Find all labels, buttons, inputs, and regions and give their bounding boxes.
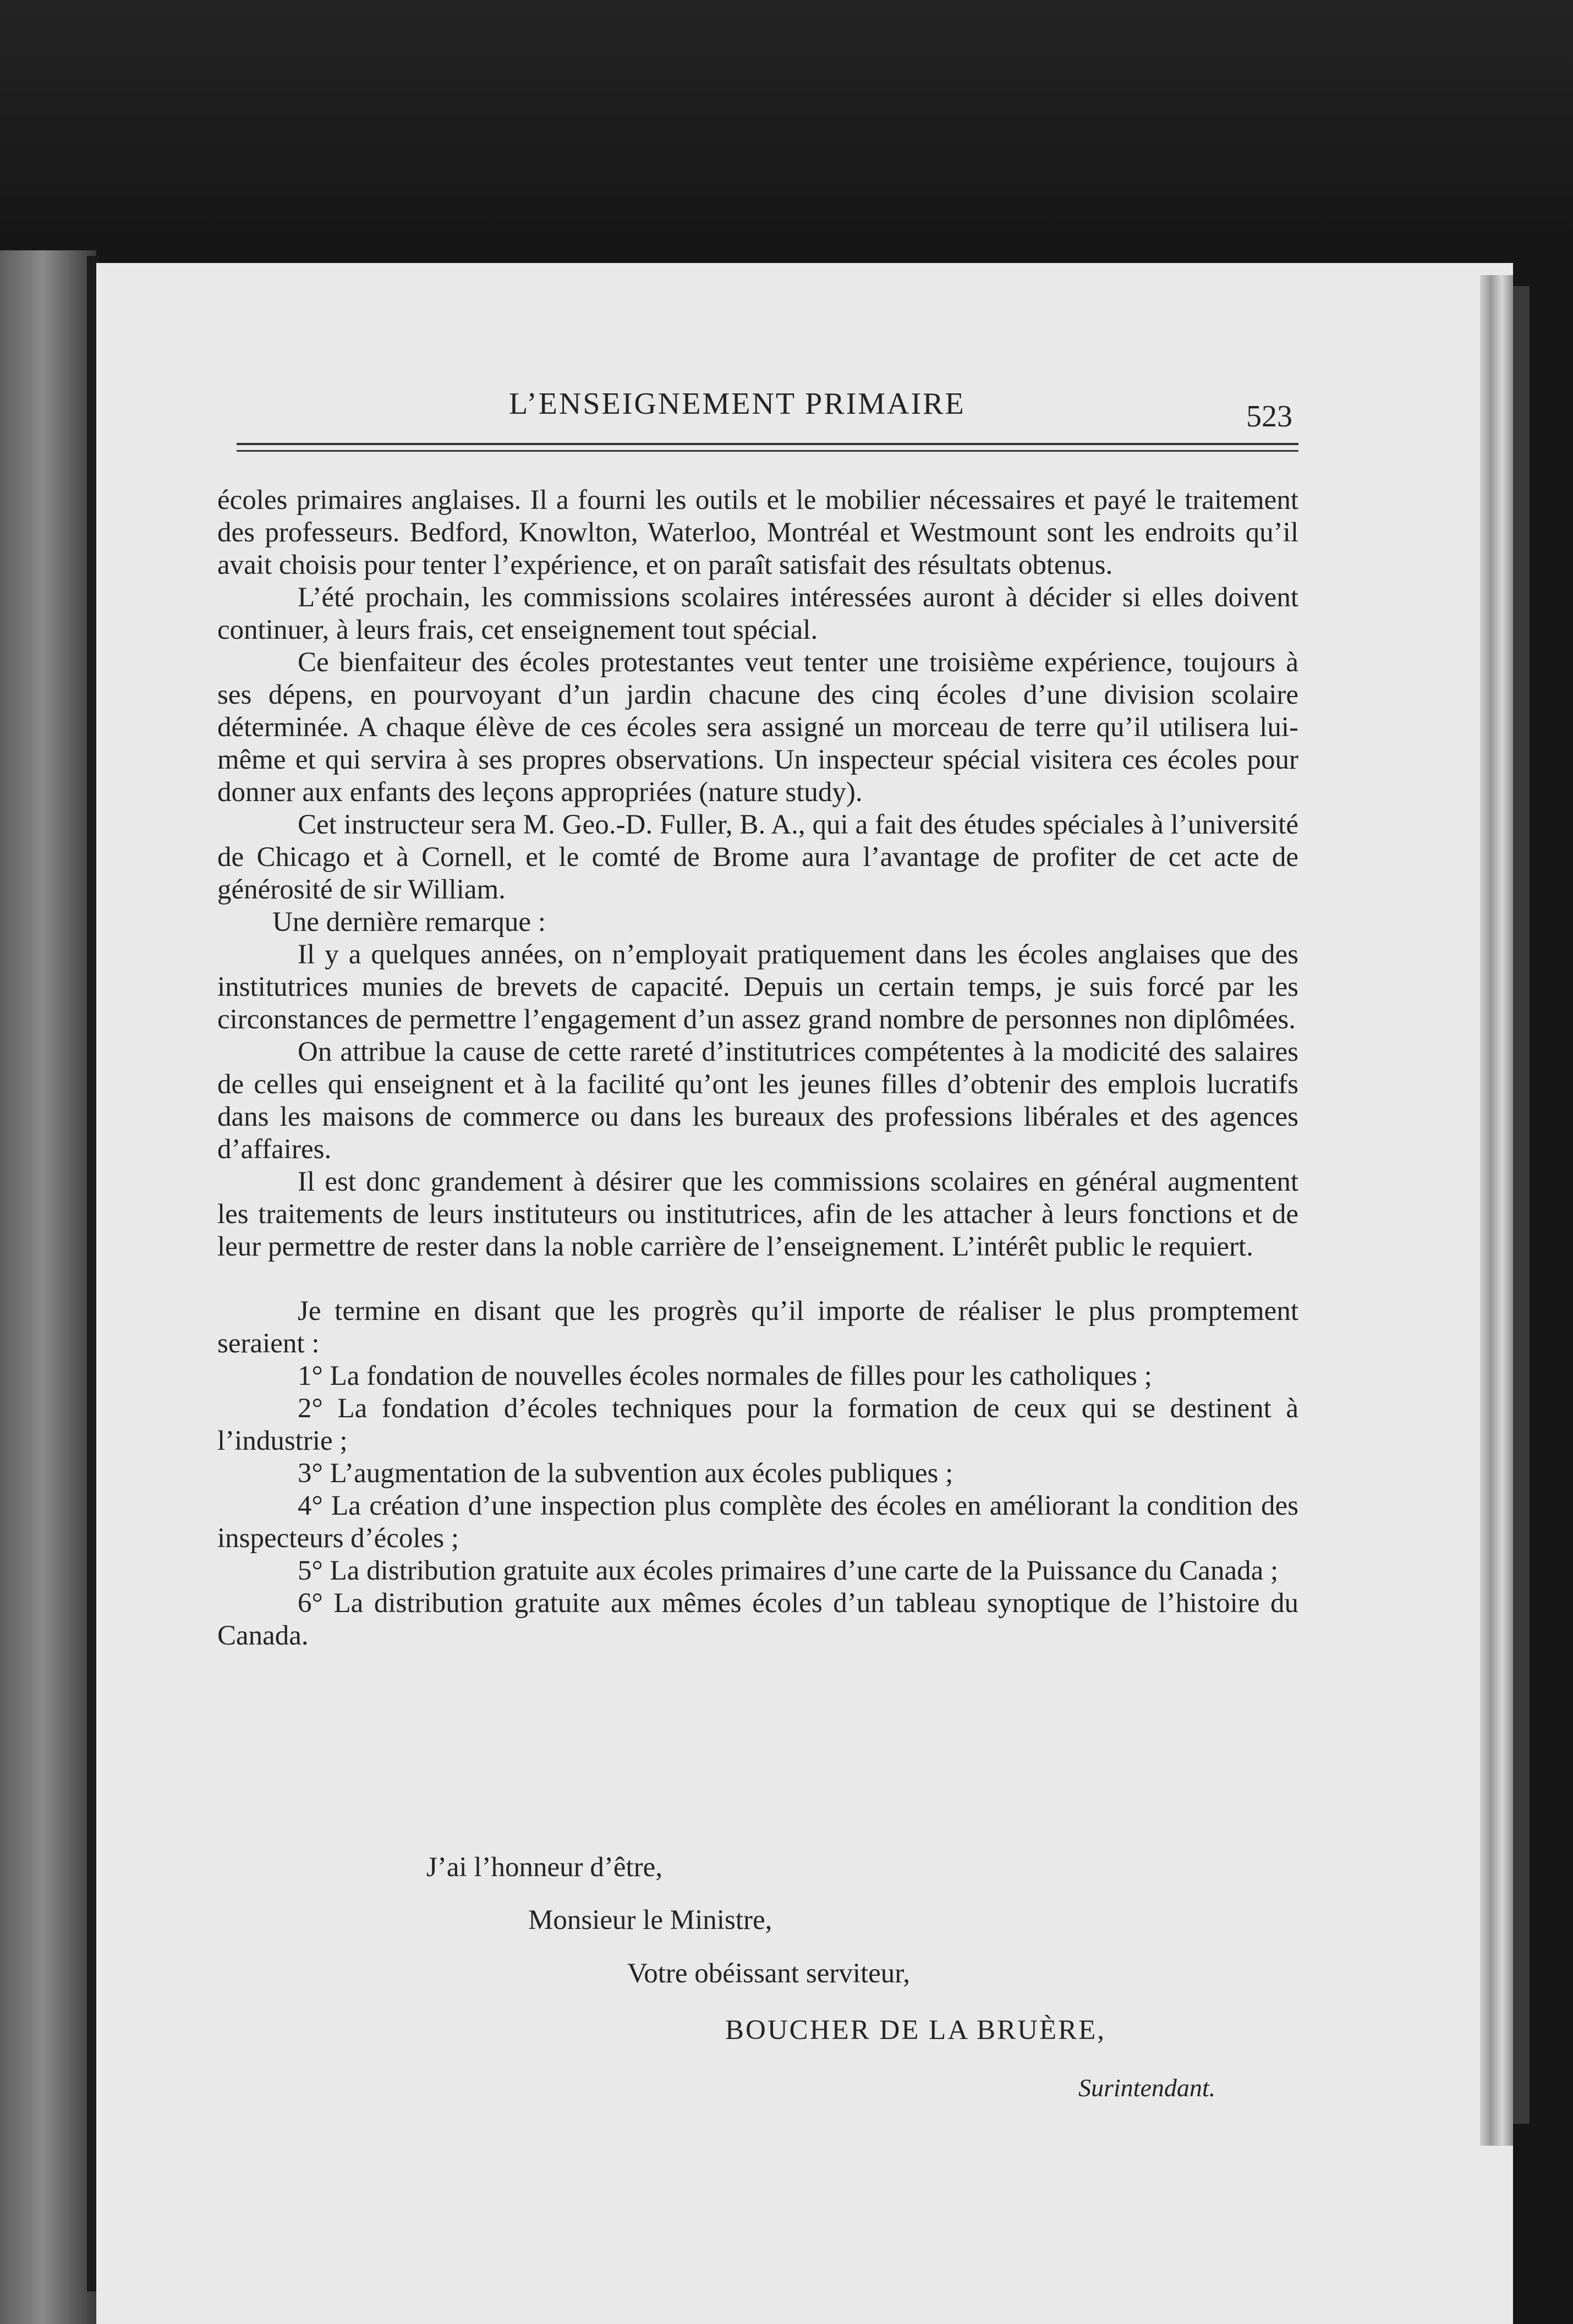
paragraph: Il y a quelques années, on n’employait pratiquement dans les écoles anglaises que des institutrices munies de brevets de capacité. Depuis un certain temps, je suis forcé par les circonstances de permettre l’engagement d’un assez grand nombre de personnes non diplômées. <box>217 939 1298 1035</box>
header-rule <box>237 443 1298 445</box>
paragraph: Cet instructeur sera M. Geo.-D. Fuller, B. A., qui a fait des études spéciales à l’université de Chicago et à Cornell, et le comté de Brome aura l’avantage de profiter de cet acte de générosité de sir William. <box>217 809 1298 905</box>
paragraph: L’été prochain, les commissions scolaires intéressées auront à décider si elles doivent continuer, à leurs frais, cet enseignement tout spécial. <box>217 582 1298 645</box>
signatory-title: Surintendant. <box>1078 2074 1216 2102</box>
list-item: 2° La fondation d’écoles techniques pour la formation de ceux qui se destinent à l’industrie ; <box>217 1393 1298 1456</box>
paragraph: On attribue la cause de cette rareté d’institutrices compétentes à la modicité des salaires de celles qui enseignent et à la facilité qu’ont les jeunes filles d’obtenir des emplois lucratifs dans les maisons de commerce ou dans les bureaux des professions libérales et des agences d’affaires. <box>217 1037 1298 1165</box>
paragraph: Je termine en disant que les progrès qu’il importe de réaliser le plus promptement seraient : <box>217 1296 1298 1359</box>
running-title: L’ENSEIGNEMENT PRIMAIRE <box>509 387 966 421</box>
header-rule-thin <box>237 450 1298 452</box>
paragraph: écoles primaires anglaises. Il a fourni les outils et le mobilier nécessaires et payé le traitement des professeurs. Bedford, Knowlton, Waterloo, Montréal et Westmount sont les endroits qu’il avait choisis pour tenter l’expérience, et on paraît satisfait des résultats obtenus. <box>217 485 1298 580</box>
closing-line: Votre obéissant serviteur, <box>627 1958 910 1989</box>
list-item: 1° La fondation de nouvelles écoles normales de filles pour les catholiques ; <box>298 1361 1152 1391</box>
body-text <box>217 484 1298 1652</box>
list-item: 5° La distribution gratuite aux écoles primaires d’une carte de la Puissance du Canada ; <box>298 1555 1279 1586</box>
paragraph: Il est donc grandement à désirer que les commissions scolaires en général augmentent les traitements de leurs instituteurs ou institutrices, afin de les attacher à leurs fonctions et de leur permettre de rester dans la noble carrière de l’enseignement. L’intérêt public le requiert. <box>217 1166 1298 1262</box>
list-item: 4° La création d’une inspection plus complète des écoles en améliorant la condition des inspecteurs d’écoles ; <box>217 1490 1298 1554</box>
signatory-name: BOUCHER DE LA BRUÈRE, <box>725 2015 1106 2046</box>
page-number: 523 <box>1246 399 1292 434</box>
salutation-line: Monsieur le Ministre, <box>528 1905 772 1936</box>
closing-line: J’ai l’honneur d’être, <box>426 1852 663 1883</box>
list-item: 6° La distribution gratuite aux mêmes écoles d’un tableau synoptique de l’histoire du Canada. <box>217 1588 1298 1651</box>
paragraph: Une dernière remarque : <box>272 907 546 938</box>
list-item: 3° L’augmentation de la subvention aux écoles publiques ; <box>298 1458 953 1489</box>
paragraph: Ce bienfaiteur des écoles protestantes veut tenter une troisième expérience, toujours à ses dépens, en pourvoyant d’un jardin chacune des cinq écoles d’une division scolaire déterminée. A chaque élève de ces écoles sera assigné un morceau de terre qu’il utilisera lui-même et qui servira à ses propres observations. Un inspecteur spécial visitera ces écoles pour donner aux enfants des leçons appropriées (nature study). <box>217 647 1298 808</box>
